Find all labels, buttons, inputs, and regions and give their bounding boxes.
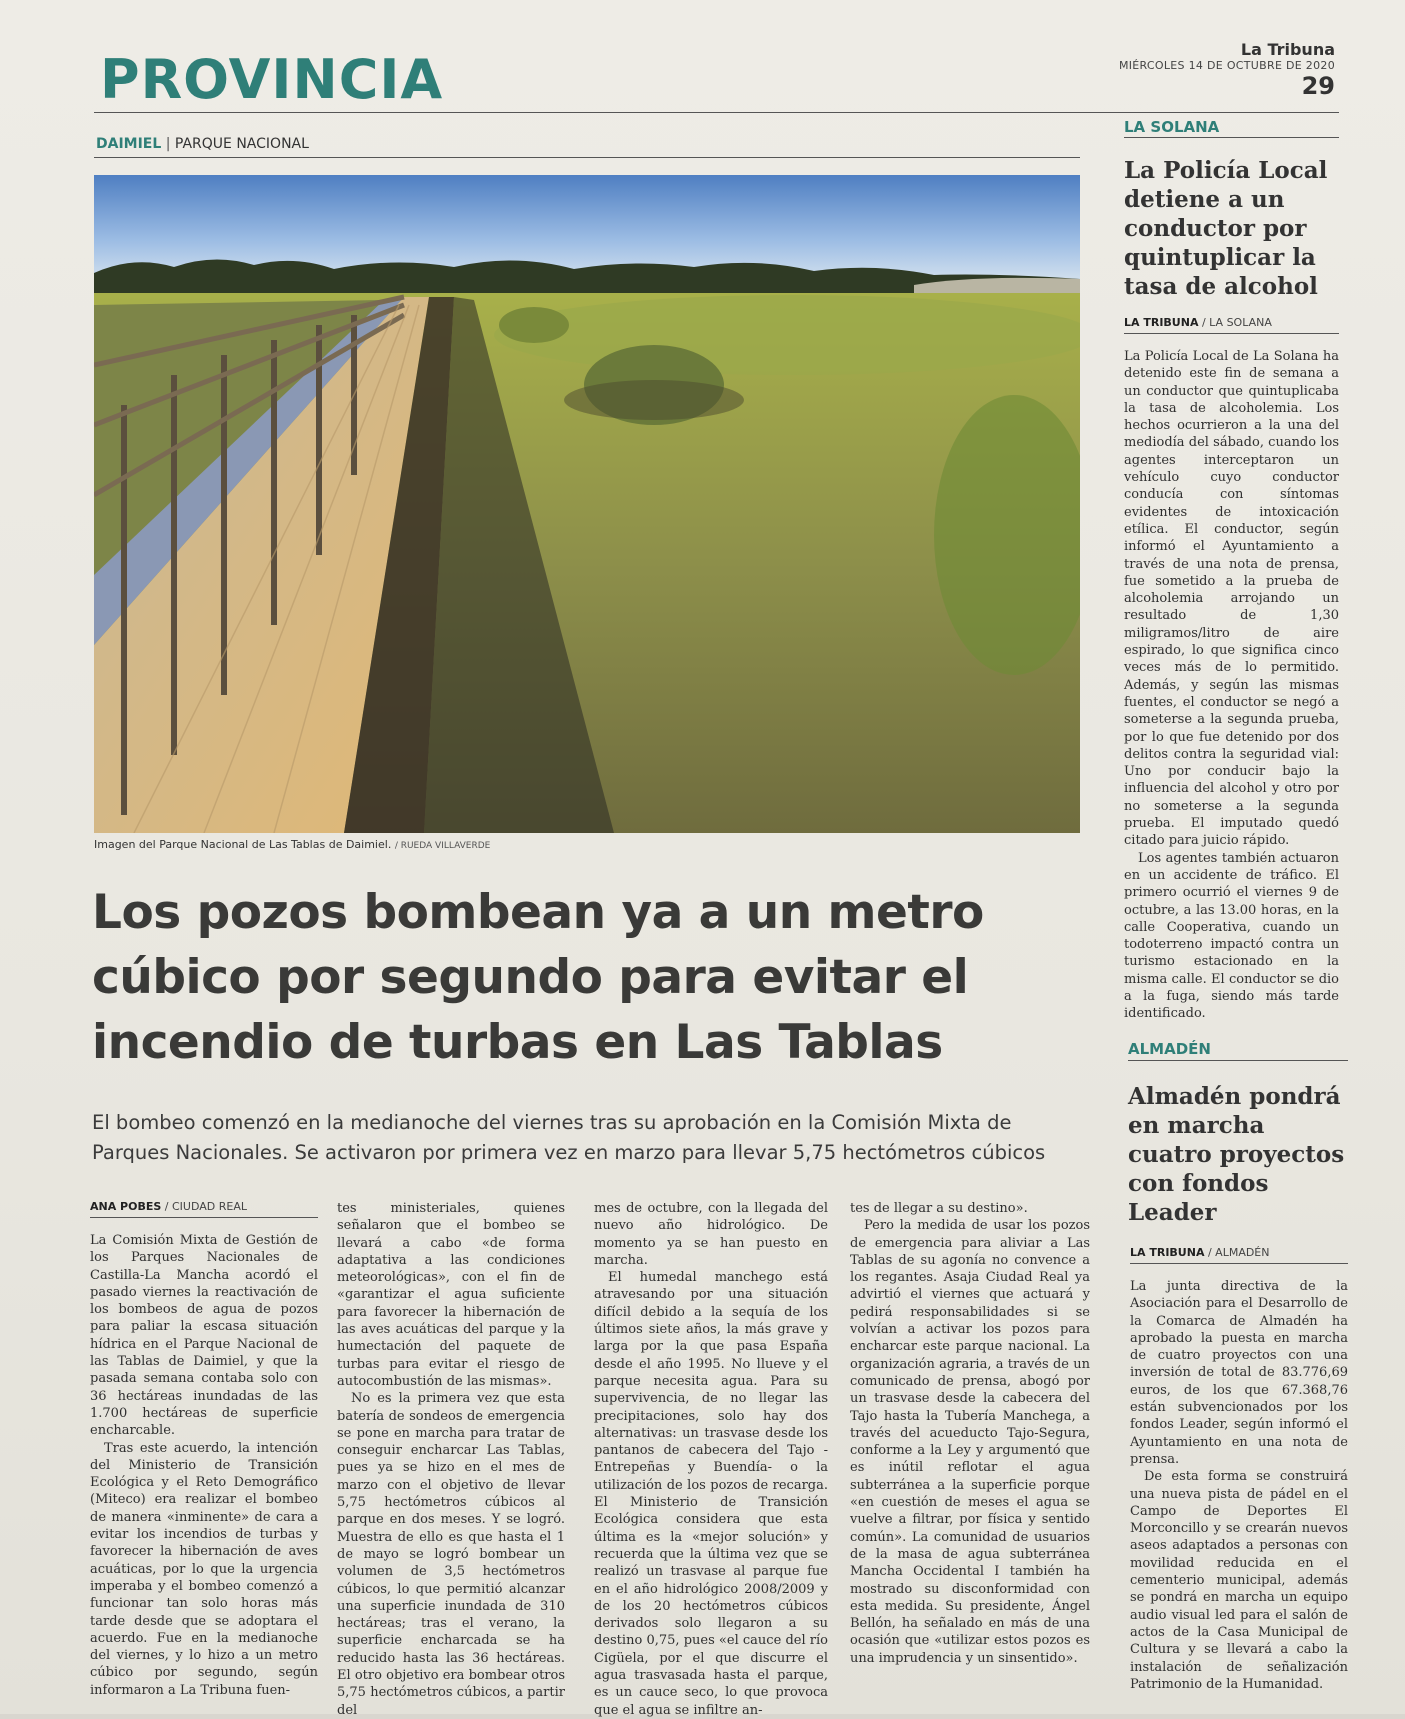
section-title: PROVINCIA: [100, 48, 444, 111]
paragraph: La Policía Local de La Solana ha detenido este fin de semana a un conductor que quintuplicaba la tasa de alcoholemia. Los hechos ocurrieron a la una del mediodía del sábado, cuando los agentes interceptaron un vehículo cuyo conductor conducía con síntomas evidentes de intoxicación etílica. El conductor, según informó el Ayuntamiento a través de una nota de prensa, fue sometido a la prueba de alcoholemia arrojando un resultado de 1,30 miligramos/litro de aire espirado, lo que significa cinco veces más de lo permitido. Además, y según las mismas fuentes, el conductor se negó a someterse a la segunda prueba, por lo que fue detenido por dos delitos contra la seguridad vial: Uno por conducir bajo la influencia del alcohol y otro por no someterse a la segunda prueba. El imputado quedó citado para juicio rápido.: [1124, 349, 1339, 849]
header-rule: [94, 112, 1339, 113]
article-column-1: [90, 1232, 318, 1699]
byline-place: / CIUDAD REAL: [164, 1200, 247, 1213]
photo-credit: / RUEDA VILLAVERDE: [394, 841, 491, 851]
sidebar2-kicker: ALMADÉN: [1128, 1040, 1211, 1058]
sidebar2-body: [1130, 1278, 1348, 1693]
paragraph: La junta directiva de la Asociación para el Desarrollo de la Comarca de Almadén ha aprobado la puesta en marcha de cuatro proyectos con una inversión de total de 83.776,69 euros, de los que 67.368,76 están subvencionados por los fondos Leader, según informó el Ayuntamiento en una nota de prensa.: [1130, 1279, 1348, 1467]
sidebar2-byline-place: / ALMADÉN: [1207, 1246, 1270, 1259]
sidebar1-byline-rule: [1124, 333, 1339, 334]
sidebar1-byline-source: LA TRIBUNA: [1124, 316, 1199, 329]
paragraph: tes de llegar a su destino».: [850, 1201, 1028, 1216]
article-kicker: DAIMIEL | PARQUE NACIONAL: [96, 136, 309, 152]
sidebar1-kicker-rule: [1124, 137, 1339, 138]
byline-rule: [90, 1217, 318, 1218]
paragraph: No es la primera vez que esta batería de sondeos de emergencia se pone en marcha para tratar de conseguir encharcar Las Tablas, pues ya se hizo en el mes de marzo con el objetivo de llevar 5,75 hectómetros cúbicos al parque en dos meses. Y se logró. Muestra de ello es que hasta el 1 de mayo se logró bombear un volumen de 3,5 hectómetros cúbicos, lo que permitió alcanzar una superficie inundada de 310 hectáreas; tras el verano, la superficie encharcada se ha reducido hasta las 36 hectáreas. El otro objetivo era bombear otros 5,75 hectómetros cúbicos, a partir del: [337, 1391, 565, 1718]
boardwalk-landscape-illustration: [94, 175, 1080, 833]
sidebar2-kicker-rule: [1128, 1060, 1348, 1061]
newspaper-name: La Tribuna: [1240, 40, 1335, 59]
sidebar2-headline: Almadén pondrá en marcha cuatro proyectos con fondos Leader: [1128, 1083, 1345, 1226]
kicker-topic: PARQUE NACIONAL: [174, 136, 309, 152]
article-column-4: [850, 1200, 1090, 1667]
park-photo: [94, 175, 1080, 833]
issue-date: MIÉRCOLES 14 DE OCTUBRE DE 2020: [1118, 59, 1335, 72]
sidebar2-byline-source: LA TRIBUNA: [1130, 1246, 1205, 1259]
photo-caption: [94, 838, 490, 851]
sidebar1-byline-place: / LA SOLANA: [1201, 316, 1272, 329]
paragraph: Pero la medida de usar los pozos de emergencia para aliviar a Las Tablas de su agonía no convence a los regantes. Asaja Ciudad Real ya advirtió el viernes que actuará y pedirá responsabilidades si se volvían a activar los pozos para encharcar este parque nacional. La organización agraria, a través de un comunicado de prensa, abogó por un trasvase desde la cabecera del Tajo hasta la Tubería Manchega, a través del acueducto Tajo-Segura, conforme a la Ley y argumentó que es inútil reflotar el agua subterránea a la superficie porque «en cuestión de meses el agua se vuelve a filtrar, por física y sentido común». La comunidad de usuarios de la masa de agua subterránea Mancha Occidental I también ha mostrado su disconformidad con esta medida. Su presidente, Ángel Bellón, ha señalado en más de una ocasión que «utilizar estos pozos es una imprudencia y un sinsentido».: [850, 1218, 1090, 1666]
article-headline: Los pozos bombean ya a un metro cúbico por segundo para evitar el incendio de turbas en Las Tablas: [92, 885, 984, 1070]
kicker-rule: [94, 157, 1080, 158]
paragraph: De esta forma se construirá una nueva pista de pádel en el Campo de Deportes El Morconcillo y se crearán nuevos aseos adaptados a personas con movilidad reducida en el cementerio municipal, además se pondrá en marcha un equipo audio visual led para el salón de actos de la Casa Municipal de Cultura y se llevará a cabo la instalación de señalización Patrimonio de la Humanidad.: [1130, 1469, 1348, 1692]
kicker-place: DAIMIEL: [96, 136, 162, 152]
sidebar1-kicker: LA SOLANA: [1124, 118, 1220, 136]
sidebar1-body: [1124, 348, 1339, 1023]
paragraph: El humedal manchego está atravesando por una situación difícil debido a la sequía de los últimos siete años, la más grave y larga por la que pasa España desde el año 1995. No llueve y el parque necesita agua. Para su supervivencia, de no llegar las precipitaciones, solo hay dos alternativas: un trasvase desde los pantanos de cabecera del Tajo -Entrepeñas y Buendía- o la utilización de los pozos de recarga. El Ministerio de Transición Ecológica considera que esta última es la «mejor solución» y recuerda que la última vez que se realizó un trasvase al parque fue en el año hidrológico 2008/2009 y de los 20 hectómetros cúbicos derivados solo llegaron a su destino 0,75, pues «el cauce del río Cigüela, por el que discurre el agua trasvasada hasta el parque, es un cauce seco, lo que provoca que el agua se infiltre an-: [594, 1270, 828, 1718]
byline-author: ANA POBES: [90, 1200, 162, 1213]
sidebar1-byline: [1124, 316, 1272, 329]
paragraph: tes ministeriales, quienes señalaron que el bombeo se llevará a cabo «de forma adaptativa a las condiciones meteorológicas», con el fin de «garantizar el agua suficiente para favorecer la hibernación de las aves acuáticas del parque y la humectación del paquete de turbas para evitar el riesgo de autocombustión de las mismas».: [337, 1201, 565, 1389]
article-byline: [90, 1200, 247, 1213]
article-column-3: [594, 1200, 828, 1719]
caption-text: Imagen del Parque Nacional de Las Tablas de Daimiel.: [94, 838, 392, 851]
article-deck: El bombeo comenzó en la medianoche del viernes tras su aprobación en la Comisión Mixta de Parques Nacionales. Se activaron por primera vez en marzo para llevar 5,75 hectómetros cúbicos: [92, 1111, 1046, 1164]
paragraph: Tras este acuerdo, la intención del Ministerio de Transición Ecológica y el Reto Demográfico (Miteco) era realizar el bombeo de manera «inminente» de cara a evitar los incendios de turbas y favorecer la hibernación de aves acuáticas, por lo que la urgencia imperaba y el bombeo comenzó a funcionar tan solo horas más tarde desde que se adoptara el acuerdo. Fue en la medianoche del viernes, y lo hizo a un metro cúbico por segundo, según informaron a La Tribuna fuen-: [90, 1440, 318, 1698]
paragraph: La Comisión Mixta de Gestión de los Parques Nacionales de Castilla-La Mancha acordó el pasado viernes la reactivación de los bombeos de agua de pozos para paliar la escasa situación hídrica en el Parque Nacional de las Tablas de Daimiel, y que la pasada semana contaba solo con 36 hectáreas inundadas de las 1.700 hectáreas de superficie encharcable.: [90, 1233, 318, 1439]
sidebar1-headline: La Policía Local detiene a un conductor por quintuplicar la tasa de alcohol: [1124, 157, 1328, 300]
sidebar2-byline-rule: [1130, 1263, 1348, 1264]
masthead: [1119, 40, 1335, 100]
article-column-2: [337, 1200, 565, 1719]
sidebar2-byline: [1130, 1246, 1270, 1259]
page-number: 29: [1301, 72, 1335, 100]
paragraph: Los agentes también actuaron en un accidente de tráfico. El primero ocurrió el viernes 9 de octubre, a las 13.00 horas, en la calle Cooperativa, cuando un todoterreno impactó contra un turismo estacionado en la misma calle. El conductor se dio a la fuga, siendo más tarde identificado.: [1124, 850, 1339, 1022]
paragraph: mes de octubre, con la llegada del nuevo año hidrológico. De momento ya se han puesto en marcha.: [594, 1201, 828, 1268]
